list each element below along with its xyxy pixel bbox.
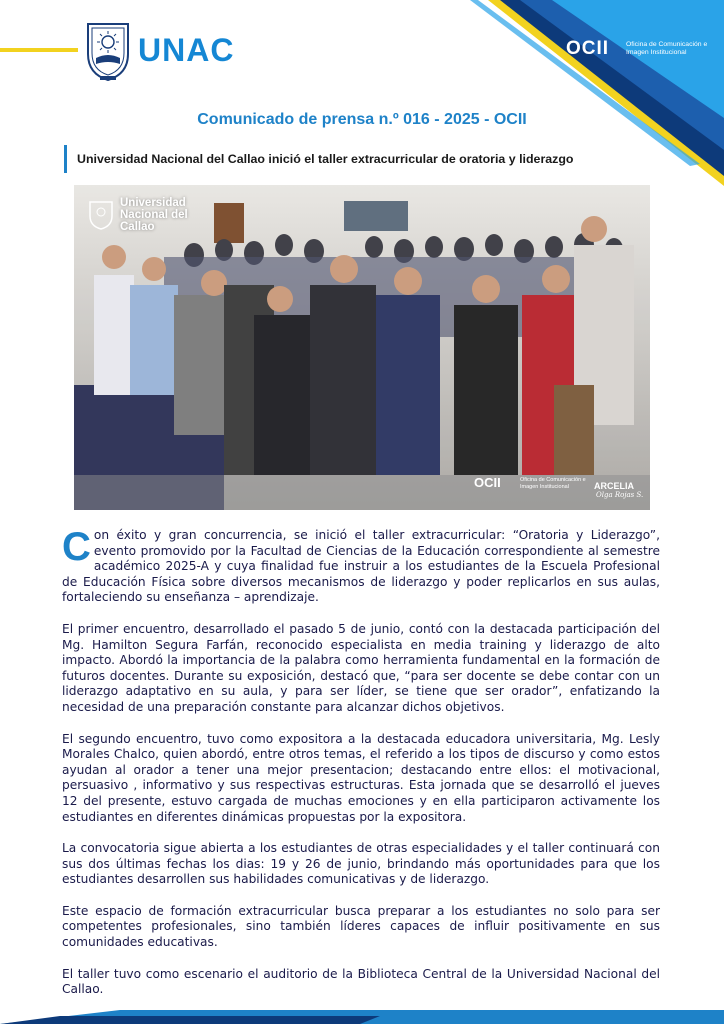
article-body <box>62 525 660 1014</box>
page-title: Comunicado de prensa n.º 016 - 2025 - OCII <box>197 111 527 128</box>
dropcap: C <box>62 525 91 569</box>
unac-seal-icon <box>84 20 132 82</box>
photo-credit: ARCELIA <box>594 481 634 491</box>
paragraph-4: La convocatoria sigue abierta a los estudiantes de otras especialidades y el taller continuará con sus dos últimas fechas los dias: 19 y 26 de junio, brindando más oportunidades para que los estudiantes desarrollen sus habilidades comunicativas y de liderazgo. <box>62 841 660 887</box>
unac-logo-text: UNAC <box>138 32 235 68</box>
event-photo <box>74 185 650 510</box>
photo-watermark-logo <box>88 197 200 233</box>
paragraph-6: El taller tuvo como escenario el auditorio de la Biblioteca Central de la Universidad Nacional del Callao. <box>62 966 660 997</box>
paragraph-2: El primer encuentro, desarrollado el pasado 5 de junio, contó con la destacada participación del Mg. Hamilton Segura Farfán, reconocido especialista en media training y liderazgo de alto impacto. Abordó la importancia de la palabra como herramienta fundamental en la formación de futuros docentes. Durante su exposición, destacó que, “para ser docente se debe contar con un liderazgo adaptativo en su aula, y para ser líder, se tiene que ser orador”, enfatizando la necesidad de una preparación constante para alcanzar dichos objetivos. <box>62 621 660 714</box>
photo-ocii-brand: OCII <box>474 475 501 490</box>
group-photo <box>74 185 650 510</box>
photo-credit-sign: Olga Rojas S. <box>596 491 644 499</box>
subtitle-text: Universidad Nacional del Callao inició el taller extracurricular de oratoria y liderazgo <box>77 152 574 166</box>
paragraph-1-text: on éxito y gran concurrencia, se inició el taller extracurricular: “Oratoria y Liderazgo”, evento promovido por la Facultad de Ciencias de la Educación correspondiente al semestre académico 2025-A y cuya finalidad fue instruir a los estudiantes de la Escuela Profesional de Educación Física sobre diversos mecanismos de liderazgo y poder replicarlos en sus aulas, fortaleciendo su enseñanza – aprendizaje. <box>62 528 660 605</box>
header-rule <box>0 48 78 52</box>
paragraph-3: El segundo encuentro, tuvo como expositora a la destacada educadora universitaria, Mg. Lesly Morales Chalco, quien abordó, entre otros temas, el referido a los tipos de discurso y como estos ayudan al orador a tener una mejor presentacion; destacando entre ellos: el motivacional, persuasivo , informativo y sus respectivas estructuras. Esta jornada que se desarrolló el jueves 12 del presente, estuvo cargada de muchas emociones y en ella participaron activamente los estudiantes en diferentes dinámicas propuestas por la expositora. <box>62 731 660 824</box>
ocii-brand-subtitle: Oficina de Comunicación e Imagen Institucional <box>626 41 708 56</box>
ocii-brand: OCII <box>566 38 610 59</box>
photo-ocii-subtitle: Oficina de Comunicación e Imagen Institucional <box>520 477 586 490</box>
paragraph-1 <box>62 525 660 606</box>
photo-logo-text: Universidad Nacional del Callao <box>120 197 188 233</box>
paragraph-5: Este espacio de formación extracurricular busca preparar a los estudiantes no solo para ser competentes profesionales, sino también líderes capaces de influir positivamente en sus comunidades educativas. <box>62 903 660 950</box>
unac-seal-icon <box>88 200 114 230</box>
subtitle <box>64 145 574 173</box>
footer-decoration <box>0 1010 724 1024</box>
